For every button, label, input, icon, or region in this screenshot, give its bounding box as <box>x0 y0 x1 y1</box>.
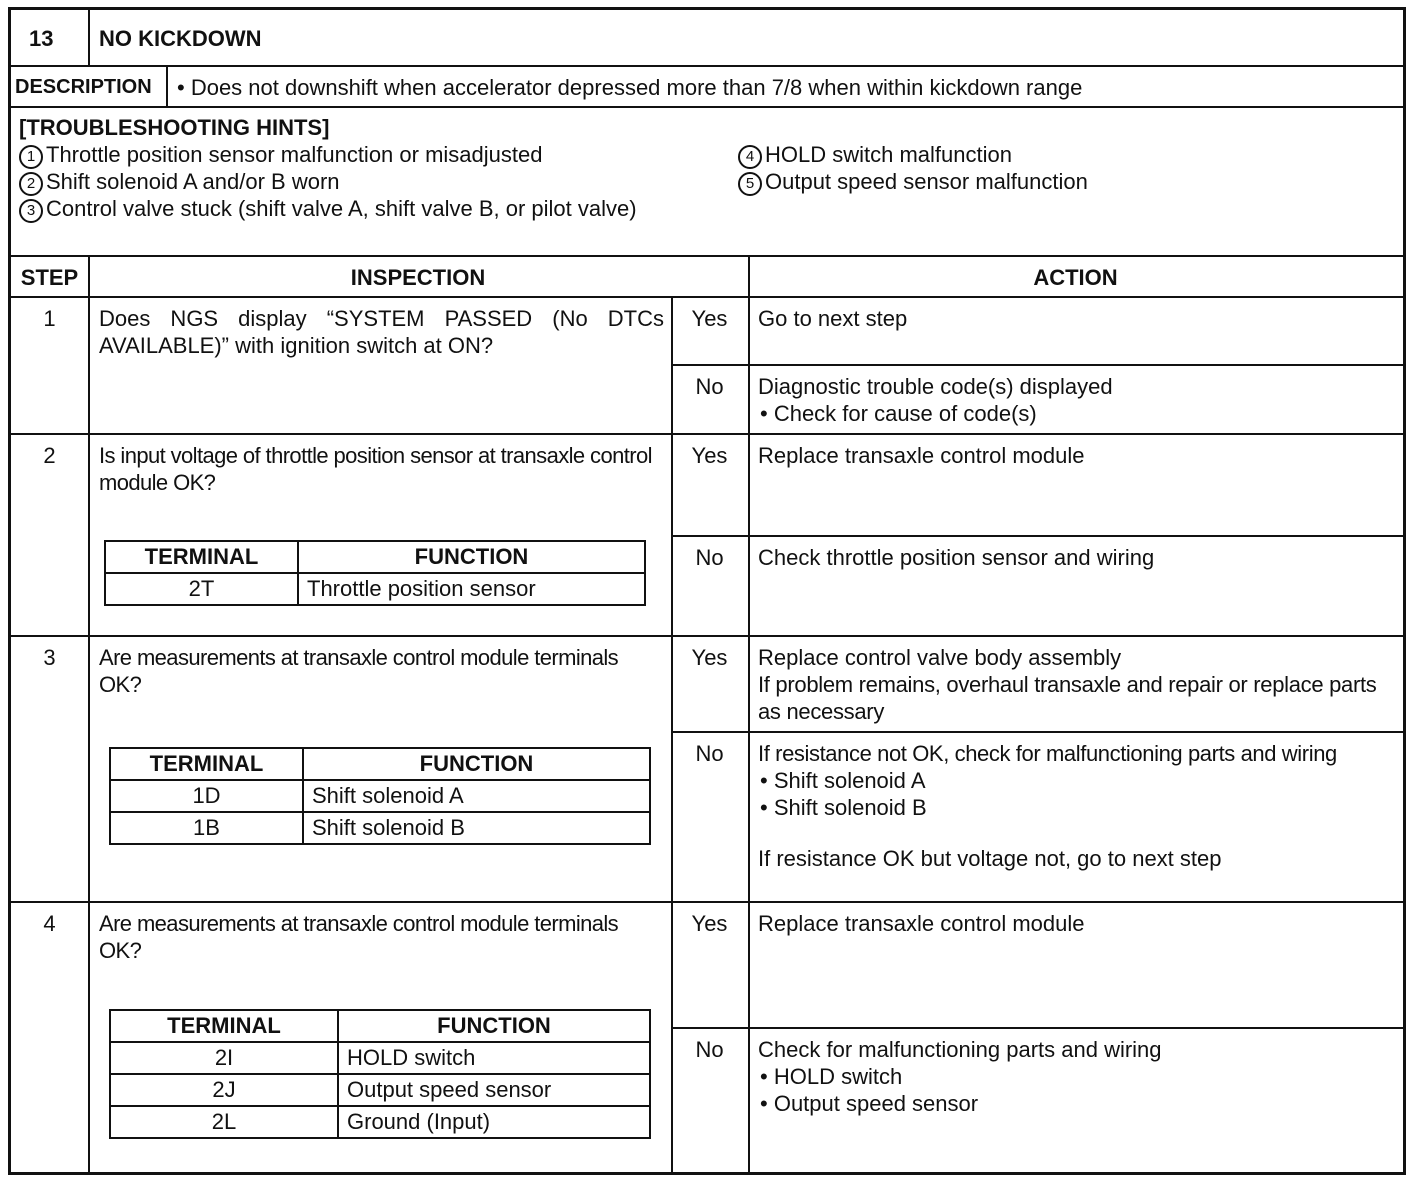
yes-action: Replace transaxle control module <box>758 911 1085 936</box>
hint-item: 2 Shift solenoid A and/or B worn <box>19 168 340 196</box>
no-action-bullet: • Check for cause of code(s) <box>760 400 1113 427</box>
terminal-cell: 2J <box>110 1074 338 1106</box>
step-inspection: Are measurements at transaxle control module terminals OK? <box>99 645 619 697</box>
yes-action: Go to next step <box>758 306 908 331</box>
no-label: No <box>695 1037 724 1062</box>
description-text: • Does not downshift when accelerator depressed more than 7/8 when within kickdown range <box>177 75 1083 100</box>
table-row <box>110 780 650 812</box>
no-action: If resistance not OK, check for malfunctioning parts and wiring • Shift solenoid A • Shift solenoid B If resistance OK but voltage not, go to next step <box>758 740 1398 872</box>
divider <box>671 535 1403 537</box>
no-label: No <box>695 374 724 399</box>
table-row <box>110 1042 650 1074</box>
yes-action: Replace control valve body assembly If problem remains, overhaul transaxle and repair or replace parts as necessary <box>758 645 1377 724</box>
no-action-bullet: • Shift solenoid A <box>760 767 1398 794</box>
step-inspection: Does NGS display “SYSTEM PASSED (No DTCs AVAILABLE)” with ignition switch at ON? <box>99 306 664 358</box>
column-header-action: ACTION <box>1033 265 1118 290</box>
no-action: Check throttle position sensor and wiring <box>758 545 1155 570</box>
hints-title: [TROUBLESHOOTING HINTS] <box>19 115 330 140</box>
divider <box>11 296 1403 298</box>
divider <box>748 255 750 1175</box>
no-action: Check for malfunctioning parts and wiring • HOLD switch • Output speed sensor <box>758 1036 1162 1117</box>
column-header-step: STEP <box>20 265 79 290</box>
troubleshooting-page <box>8 7 1406 1175</box>
step-number: 1 <box>43 306 56 331</box>
terminal-cell: 2L <box>110 1106 338 1138</box>
divider <box>11 65 1403 67</box>
description-label: DESCRIPTION <box>15 76 152 98</box>
function-cell: HOLD switch <box>338 1042 650 1074</box>
column-header-inspection: INSPECTION <box>350 265 486 290</box>
function-cell: Throttle position sensor <box>298 573 645 605</box>
function-cell: Shift solenoid A <box>303 780 650 812</box>
divider <box>88 10 90 65</box>
step-inspection: Are measurements at transaxle control module terminals OK? <box>99 911 619 963</box>
table-row <box>110 812 650 844</box>
yes-label: Yes <box>691 645 728 670</box>
terminal-cell: 2I <box>110 1042 338 1074</box>
hint-item: 5 Output speed sensor malfunction <box>738 168 1088 196</box>
table-row <box>105 573 645 605</box>
table-header-function: FUNCTION <box>303 748 650 780</box>
divider <box>671 731 1403 733</box>
no-action-bullet: • Output speed sensor <box>760 1090 1162 1117</box>
function-cell: Ground (Input) <box>338 1106 650 1138</box>
terminal-cell: 2T <box>105 573 298 605</box>
table-row <box>110 1106 650 1138</box>
hint-item: 1 Throttle position sensor malfunction or misadjusted <box>19 141 542 169</box>
yes-label: Yes <box>691 911 728 936</box>
no-action-bullet: • Shift solenoid B <box>760 794 1398 821</box>
yes-label: Yes <box>691 306 728 331</box>
table-header-terminal: TERMINAL <box>110 748 303 780</box>
table-header-terminal: TERMINAL <box>105 541 298 573</box>
no-label: No <box>695 545 724 570</box>
terminal-table <box>104 540 646 606</box>
divider <box>11 255 1403 257</box>
function-cell: Shift solenoid B <box>303 812 650 844</box>
table-header-function: FUNCTION <box>298 541 645 573</box>
table-header-terminal: TERMINAL <box>110 1010 338 1042</box>
divider <box>11 635 1403 637</box>
no-label: No <box>695 741 724 766</box>
divider <box>671 364 1403 366</box>
divider <box>88 255 90 1175</box>
divider <box>671 1027 1403 1029</box>
table-row <box>110 1074 650 1106</box>
procedure-number: 13 <box>29 26 54 51</box>
terminal-table <box>109 1009 651 1139</box>
step-number: 4 <box>43 911 56 936</box>
table-header-function: FUNCTION <box>338 1010 650 1042</box>
divider <box>11 433 1403 435</box>
yes-action: Replace transaxle control module <box>758 443 1085 468</box>
no-action: Diagnostic trouble code(s) displayed • Check for cause of code(s) <box>758 373 1113 427</box>
no-action-bullet: • HOLD switch <box>760 1063 1162 1090</box>
step-inspection: Is input voltage of throttle position sensor at transaxle control module OK? <box>99 443 652 495</box>
step-number: 3 <box>43 645 56 670</box>
terminal-cell: 1D <box>110 780 303 812</box>
procedure-title: NO KICKDOWN <box>99 26 262 51</box>
terminal-cell: 1B <box>110 812 303 844</box>
divider <box>11 106 1403 108</box>
hint-item: 3 Control valve stuck (shift valve A, shift valve B, or pilot valve) <box>19 195 679 223</box>
step-number: 2 <box>43 443 56 468</box>
divider <box>11 901 1403 903</box>
yes-label: Yes <box>691 443 728 468</box>
hint-item: 4 HOLD switch malfunction <box>738 141 1012 169</box>
divider <box>166 65 168 107</box>
terminal-table <box>109 747 651 845</box>
function-cell: Output speed sensor <box>338 1074 650 1106</box>
